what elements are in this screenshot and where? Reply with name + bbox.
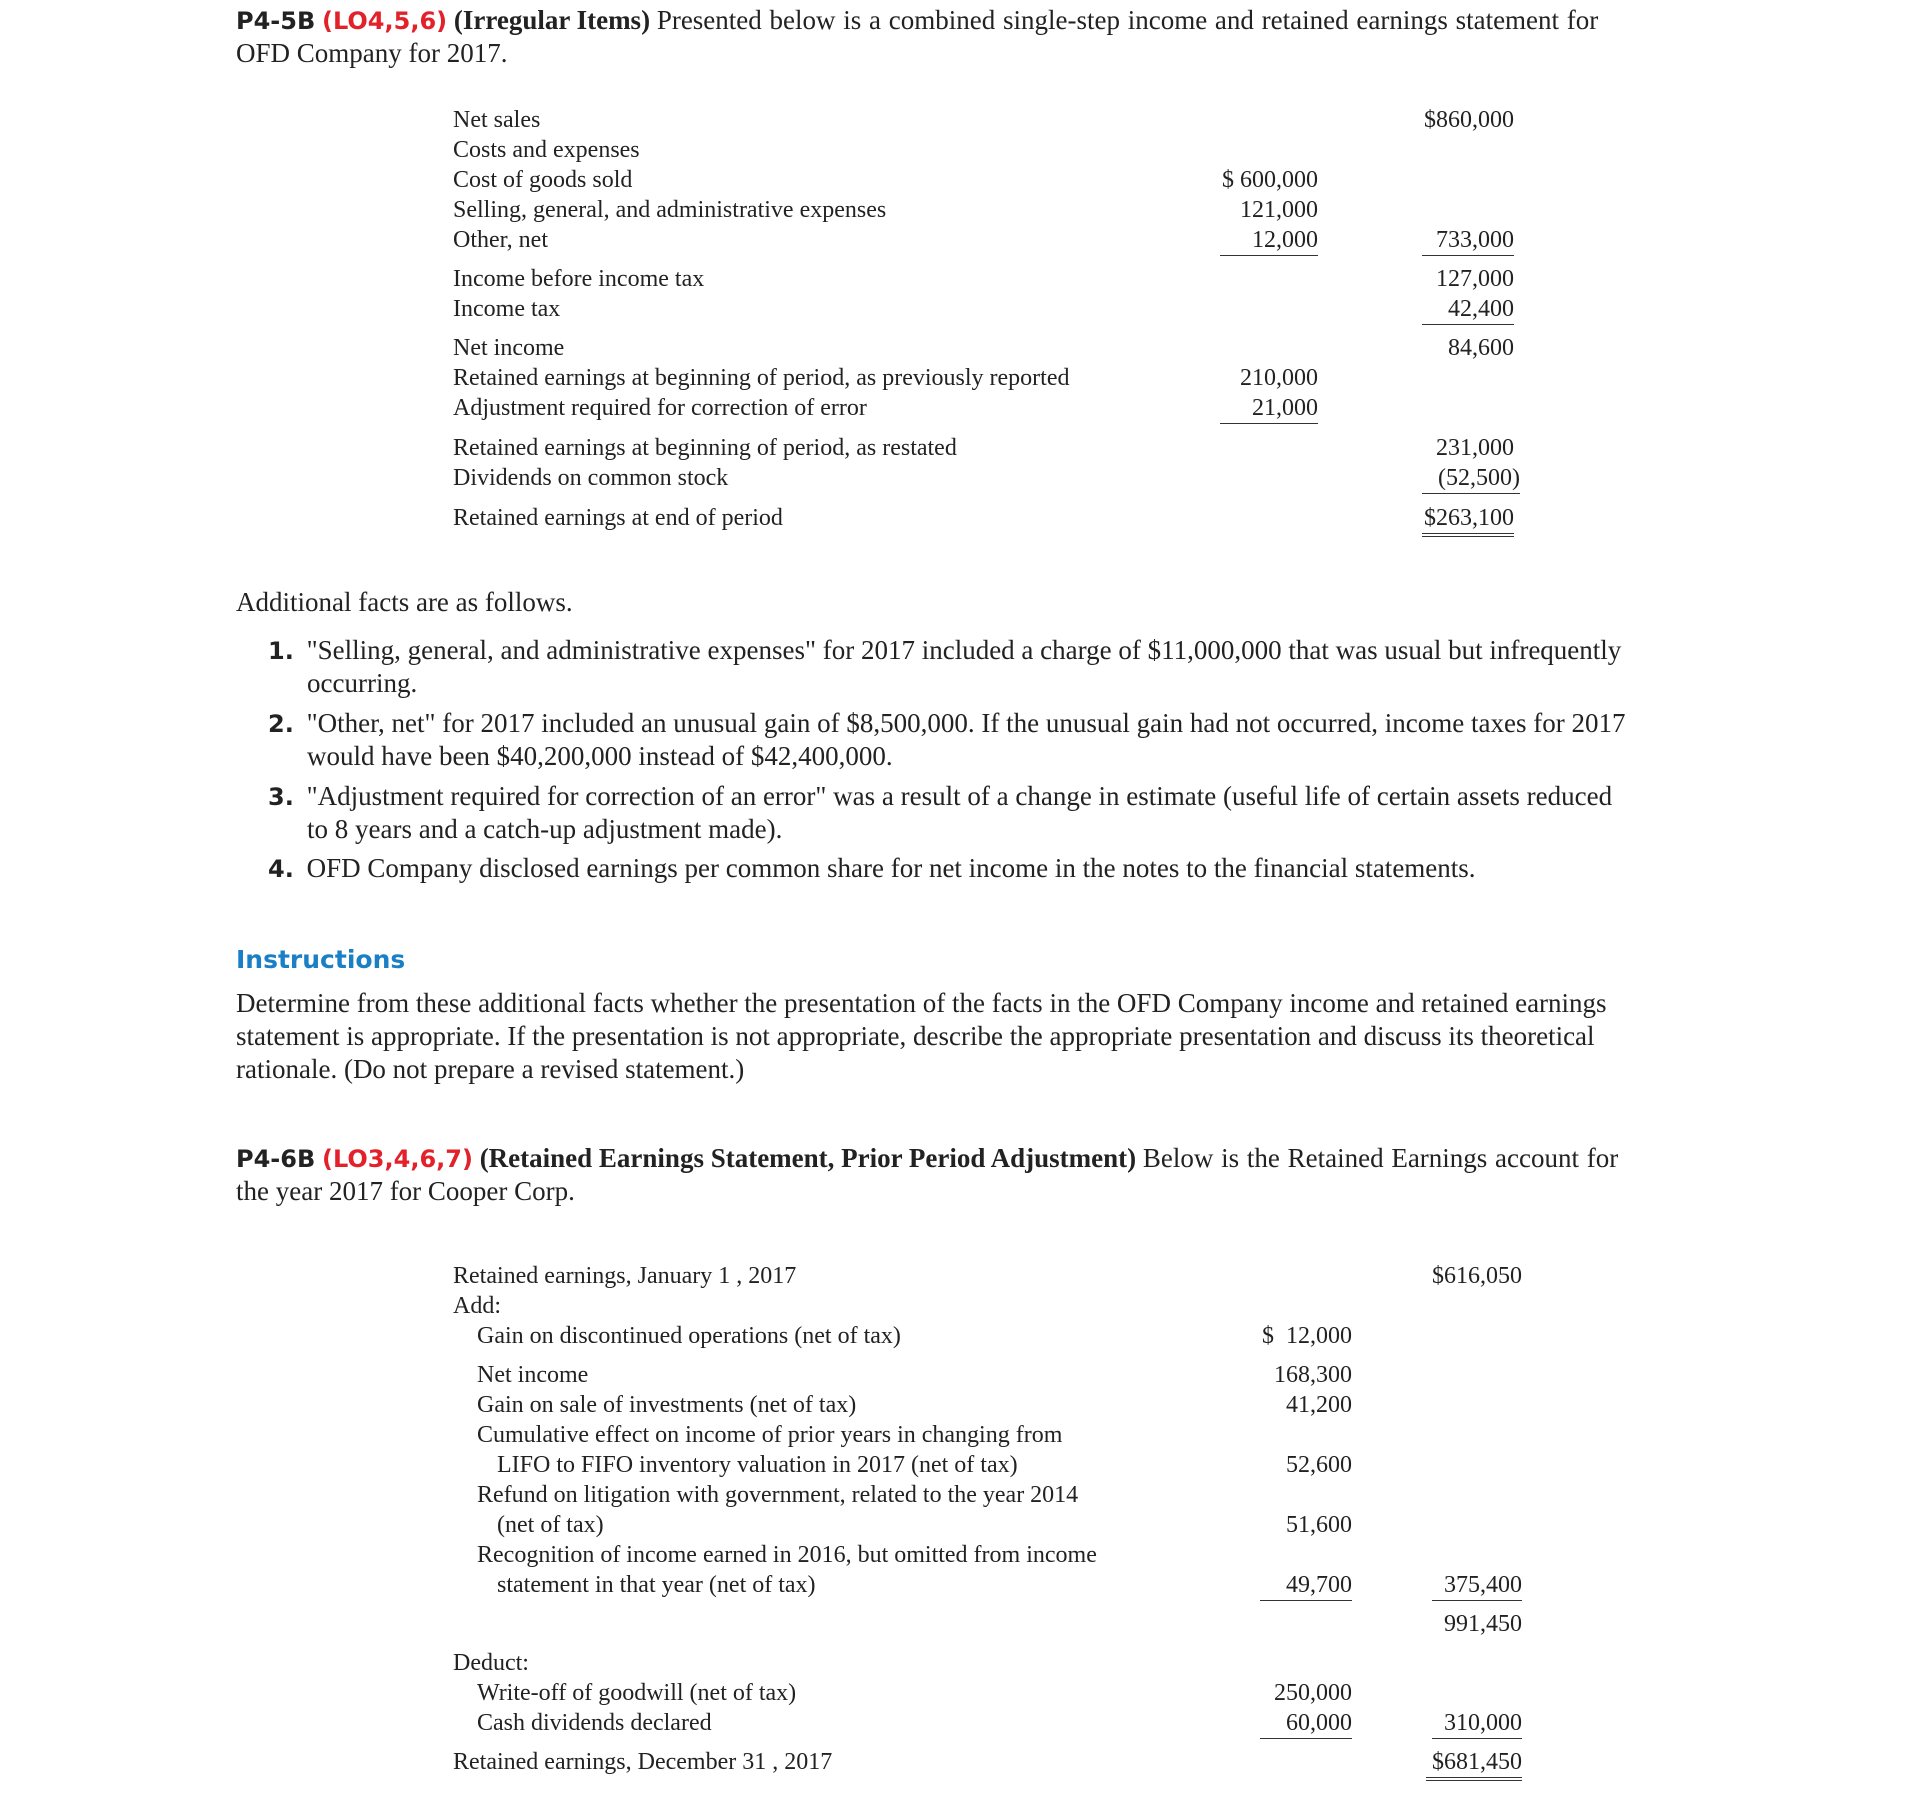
statement-label: Net sales — [453, 107, 541, 133]
account-col1: 49,700 — [1260, 1570, 1352, 1601]
problem-intro: Below is the Retained Earnings account for — [1142, 1143, 1619, 1173]
item-number: 3. — [268, 783, 294, 811]
problem-code: P4-6B — [236, 1145, 316, 1173]
account-col2: 310,000 — [1432, 1708, 1522, 1739]
statement-col2-total: $263,100 — [1422, 503, 1514, 537]
account-add-label: Add: — [453, 1293, 501, 1319]
statement-label: Other, net — [453, 227, 549, 253]
statement-label: Income before income tax — [453, 266, 705, 292]
account-col1: 250,000 — [1274, 1680, 1352, 1706]
account-label: Refund on litigation with government, related to the year 2014 — [477, 1482, 1079, 1508]
statement-col2: 231,000 — [1436, 435, 1514, 461]
account-label: Cash dividends declared — [477, 1710, 712, 1736]
statement-label: Costs and expenses — [453, 137, 640, 163]
statement-label: Income tax — [453, 296, 561, 322]
account-col2: $616,050 — [1432, 1263, 1522, 1289]
item-number: 2. — [268, 710, 294, 738]
learning-objectives: (LO4,5,6) — [322, 7, 448, 35]
item-text-continued: to 8 years and a catch-up adjustment made). — [307, 814, 783, 844]
statement-label: Retained earnings at beginning of period, as restated — [453, 435, 957, 461]
account-col1: 168,300 — [1274, 1362, 1352, 1388]
item-text-continued: would have been $40,200,000 instead of $42,400,000. — [307, 741, 893, 771]
problem-intro: Presented below is a combined single-step income and retained earnings statement for — [656, 5, 1599, 35]
instructions-heading: Instructions — [236, 945, 406, 974]
item-text: OFD Company disclosed earnings per common share for net income in the notes to the financial statements. — [306, 853, 1476, 883]
statement-col1: 121,000 — [1240, 197, 1318, 223]
statement-col2: 733,000 — [1422, 225, 1514, 256]
account-col1: 60,000 — [1260, 1708, 1352, 1739]
statement-col2: $860,000 — [1424, 107, 1514, 133]
statement-label: Dividends on common stock — [453, 465, 729, 491]
account-col2: 375,400 — [1432, 1570, 1522, 1601]
item-text-continued: occurring. — [307, 668, 418, 698]
statement-col2: 127,000 — [1436, 266, 1514, 292]
item-number: 1. — [268, 637, 294, 665]
account-label: Gain on discontinued operations (net of tax) — [477, 1323, 901, 1349]
additional-facts-intro: Additional facts are as follows. — [236, 587, 573, 617]
instructions-line: rationale. (Do not prepare a revised statement.) — [236, 1054, 745, 1084]
account-label-continued: (net of tax) — [497, 1512, 604, 1538]
account-col1: 51,600 — [1286, 1512, 1352, 1538]
statement-col2: (52,500) — [1422, 463, 1520, 494]
learning-objectives: (LO3,4,6,7) — [322, 1145, 473, 1173]
statement-label: Retained earnings at end of period — [453, 505, 783, 531]
instructions-line: Determine from these additional facts whether the presentation of the facts in the OFD Company income and retained earnings — [236, 988, 1607, 1018]
statement-label: Retained earnings at beginning of period, as previously reported — [453, 365, 1070, 391]
p46b-heading-line1 — [236, 1142, 1618, 1176]
statement-col1: 21,000 — [1220, 393, 1318, 424]
item-text: "Other, net" for 2017 included an unusual gain of $8,500,000. If the unusual gain had not occurred, income taxes for 2017 — [306, 708, 1626, 738]
list-item — [268, 634, 1621, 668]
statement-col1: 210,000 — [1240, 365, 1318, 391]
account-col1: 41,200 — [1286, 1392, 1352, 1418]
problem-topic: (Irregular Items) — [453, 5, 651, 35]
statement-label: Cost of goods sold — [453, 167, 633, 193]
account-label: Retained earnings, January 1 , 2017 — [453, 1263, 797, 1289]
item-text: "Adjustment required for correction of an error" was a result of a change in estimate (useful life of certain assets reduced — [306, 781, 1613, 811]
account-deduct-label: Deduct: — [453, 1650, 529, 1676]
account-label: Recognition of income earned in 2016, but omitted from income — [477, 1542, 1097, 1568]
statement-col2: 42,400 — [1422, 294, 1514, 325]
p45b-heading-line1 — [236, 4, 1598, 38]
p46b-heading-line2: the year 2017 for Cooper Corp. — [236, 1176, 575, 1206]
account-label: Gain on sale of investments (net of tax) — [477, 1392, 857, 1418]
account-col1: 52,600 — [1286, 1452, 1352, 1478]
account-label: Net income — [477, 1362, 589, 1388]
account-label: Retained earnings, December 31 , 2017 — [453, 1749, 833, 1775]
p45b-heading-line2: OFD Company for 2017. — [236, 38, 508, 68]
item-text: "Selling, general, and administrative expenses" for 2017 included a charge of $11,000,000 that was usual but infrequently — [306, 635, 1622, 665]
account-label-continued: LIFO to FIFO inventory valuation in 2017 (net of tax) — [497, 1452, 1018, 1478]
statement-col1: $ 600,000 — [1222, 167, 1318, 193]
account-total: $681,450 — [1426, 1747, 1522, 1781]
account-label: Write-off of goodwill (net of tax) — [477, 1680, 797, 1706]
statement-col1: 12,000 — [1220, 225, 1318, 256]
account-label-continued: statement in that year (net of tax) — [497, 1572, 816, 1598]
problem-topic: (Retained Earnings Statement, Prior Period Adjustment) — [479, 1143, 1137, 1173]
list-item — [268, 852, 1476, 886]
account-col1: $ 12,000 — [1262, 1323, 1352, 1349]
list-item — [268, 780, 1612, 814]
problem-code: P4-5B — [236, 7, 316, 35]
account-subtotal: 991,450 — [1444, 1611, 1522, 1637]
item-number: 4. — [268, 855, 294, 883]
statement-label: Net income — [453, 335, 565, 361]
statement-label: Adjustment required for correction of error — [453, 395, 867, 421]
list-item — [268, 707, 1625, 741]
instructions-line: statement is appropriate. If the presentation is not appropriate, describe the appropriate presentation and discuss its theoretical — [236, 1021, 1595, 1051]
statement-col2: 84,600 — [1448, 335, 1514, 361]
statement-label: Selling, general, and administrative expenses — [453, 197, 887, 223]
account-label: Cumulative effect on income of prior years in changing from — [477, 1422, 1063, 1448]
